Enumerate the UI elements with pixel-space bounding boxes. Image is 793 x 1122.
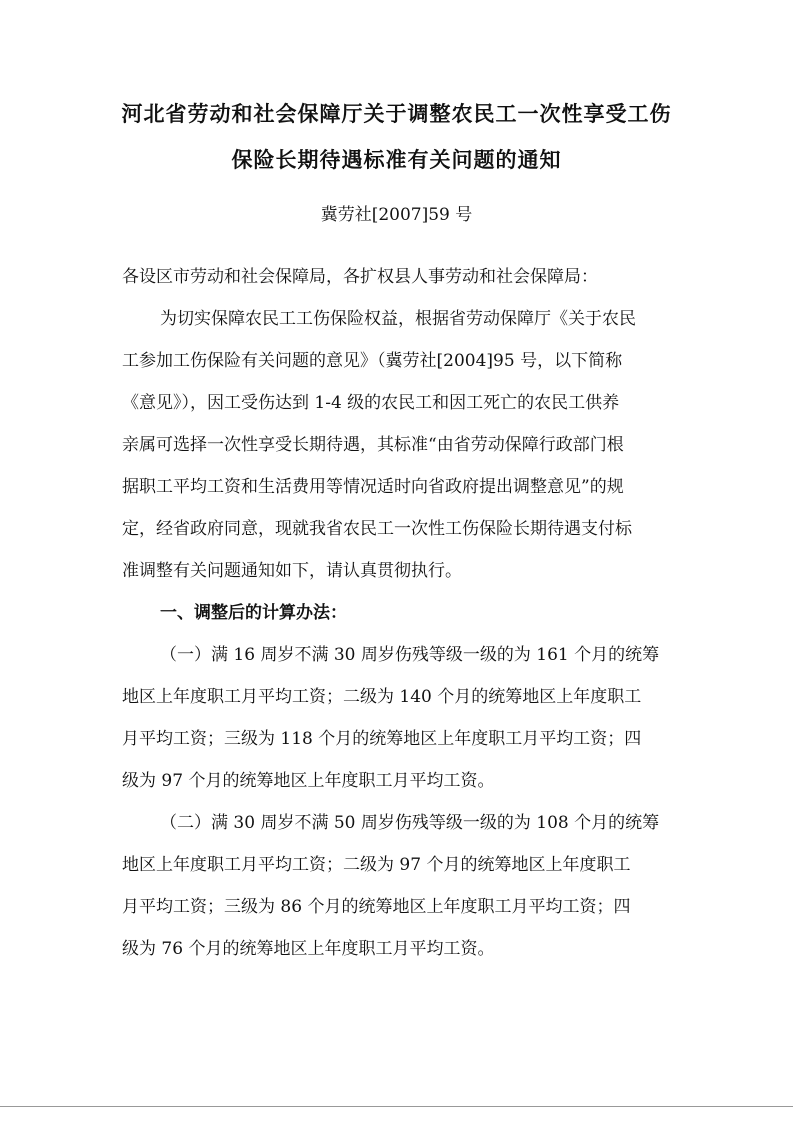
intro-line: 准调整有关问题通知如下，请认真贯彻执行。 bbox=[122, 561, 462, 581]
item-2-line: 月平均工资；三级为 86 个月的统筹地区上年度职工月平均工资；四 bbox=[122, 897, 631, 917]
item-1-line: 地区上年度职工月平均工资；二级为 140 个月的统筹地区上年度职工 bbox=[122, 687, 642, 707]
intro-line: 工参加工伤保险有关问题的意见》（冀劳社[2004]95 号，以下简称 bbox=[122, 351, 623, 371]
document-title-line-1: 河北省劳动和社会保障厅关于调整农民工一次性享受工伤 bbox=[121, 102, 672, 126]
page-bottom-rule bbox=[0, 1106, 793, 1107]
salutation: 各设区市劳动和社会保障局，各扩权县人事劳动和社会保障局： bbox=[122, 267, 598, 287]
item-2-line: 级为 76 个月的统筹地区上年度职工月平均工资。 bbox=[122, 939, 495, 959]
intro-line: 为切实保障农民工工伤保险权益，根据省劳动保障厅《关于农民 bbox=[160, 309, 636, 329]
section-1-heading: 一、调整后的计算办法： bbox=[160, 603, 347, 623]
item-1-line: （一）满 16 周岁不满 30 周岁伤残等级一级的为 161 个月的统筹 bbox=[160, 645, 660, 665]
intro-line: 定，经省政府同意，现就我省农民工一次性工伤保险长期待遇支付标 bbox=[122, 519, 632, 539]
document-number: 冀劳社[2007]59 号 bbox=[320, 205, 473, 225]
item-1-line: 级为 97 个月的统筹地区上年度职工月平均工资。 bbox=[122, 771, 495, 791]
item-2-line: 地区上年度职工月平均工资；二级为 97 个月的统筹地区上年度职工 bbox=[122, 855, 631, 875]
document-title-line-2: 保险长期待遇标准有关问题的通知 bbox=[231, 148, 562, 172]
intro-line: 据职工平均工资和生活费用等情况适时向省政府提出调整意见”的规 bbox=[122, 477, 624, 497]
intro-line: 《意见》），因工受伤达到 1-4 级的农民工和因工死亡的农民工供养 bbox=[122, 393, 620, 413]
item-2-line: （二）满 30 周岁不满 50 周岁伤残等级一级的为 108 个月的统筹 bbox=[160, 813, 660, 833]
item-1-line: 月平均工资；三级为 118 个月的统筹地区上年度职工月平均工资；四 bbox=[122, 729, 642, 749]
intro-line: 亲属可选择一次性享受长期待遇，其标准“由省劳动保障行政部门根 bbox=[122, 435, 624, 455]
